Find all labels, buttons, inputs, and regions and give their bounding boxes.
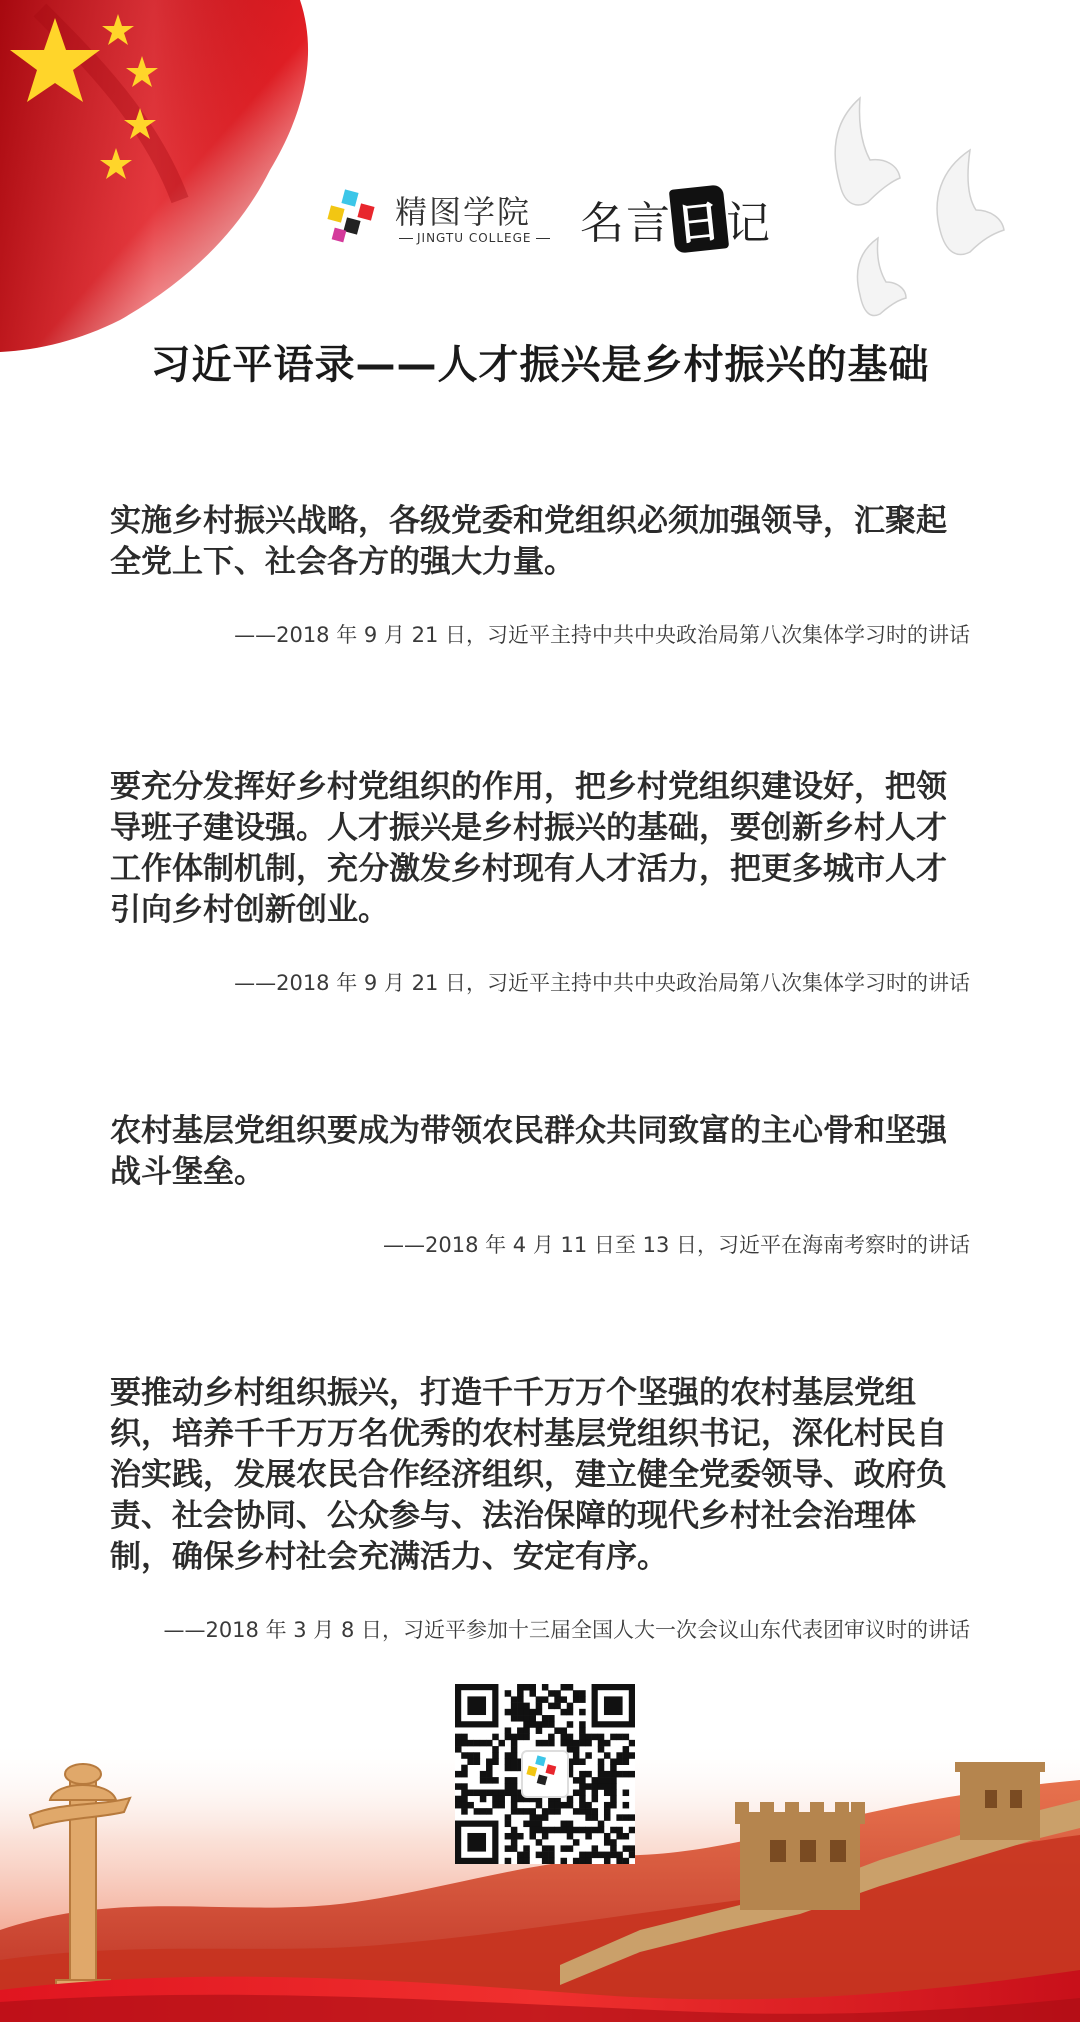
column-name-part1: 名言: [580, 198, 672, 249]
quote-text: 农村基层党组织要成为带领农民群众共同致富的主心骨和坚强战斗堡垒。: [110, 1113, 947, 1190]
quote-block: [110, 501, 970, 650]
quote-source: ——2018 年 9 月 21 日，习近平主持中共中央政治局第八次集体学习时的讲话: [234, 971, 970, 995]
quote-source: ——2018 年 9 月 21 日，习近平主持中共中央政治局第八次集体学习时的讲话: [234, 623, 970, 647]
jingtu-logo-icon: [325, 189, 385, 249]
quote-block: [110, 1111, 970, 1260]
brand-name: 精图学院: [395, 193, 532, 231]
quote-source: ——2018 年 4 月 11 日至 13 日，习近平在海南考察时的讲话: [383, 1233, 970, 1257]
brand-english: JINGTU COLLEGE: [395, 231, 554, 245]
flag-icon: [0, 0, 330, 360]
header: [0, 185, 1080, 255]
column-name-part2: 记: [726, 198, 772, 249]
quote-block: [110, 1373, 970, 1645]
qr-code[interactable]: [455, 1684, 635, 1864]
quote-text: 要推动乡村组织振兴，打造千千万万个坚强的农村基层党组织，培养千千万万名优秀的农村基层党组织书记，深化村民自治实践，发展农民合作经济组织，建立健全党委领导、政府负责、社会协同、公众参与、法治保障的现代乡村社会治理体制，确保乡村社会充满活力、安定有序。: [110, 1375, 947, 1575]
brand-logo: [325, 185, 545, 255]
quote-block: [110, 767, 970, 998]
quote-source: ——2018 年 3 月 8 日，习近平参加十三届全国人大一次会议山东代表团审议时的讲话: [163, 1618, 970, 1642]
qr-center-logo-icon: [521, 1750, 569, 1798]
column-name: [580, 187, 772, 251]
qr-logo-mark-icon: [523, 1752, 567, 1796]
quote-text: 要充分发挥好乡村党组织的作用，把乡村党组织建设好，把领导班子建设强。人才振兴是乡村振兴的基础，要创新乡村人才工作体制机制，充分激发乡村现有人才活力，把更多城市人才引向乡村创新创业。: [110, 769, 947, 928]
quote-text: 实施乡村振兴战略，各级党委和党组织必须加强领导，汇聚起全党上下、社会各方的强大力量。: [110, 503, 947, 580]
column-name-mark: 日: [669, 184, 729, 253]
page-title: 习近平语录——人才振兴是乡村振兴的基础: [150, 342, 930, 388]
